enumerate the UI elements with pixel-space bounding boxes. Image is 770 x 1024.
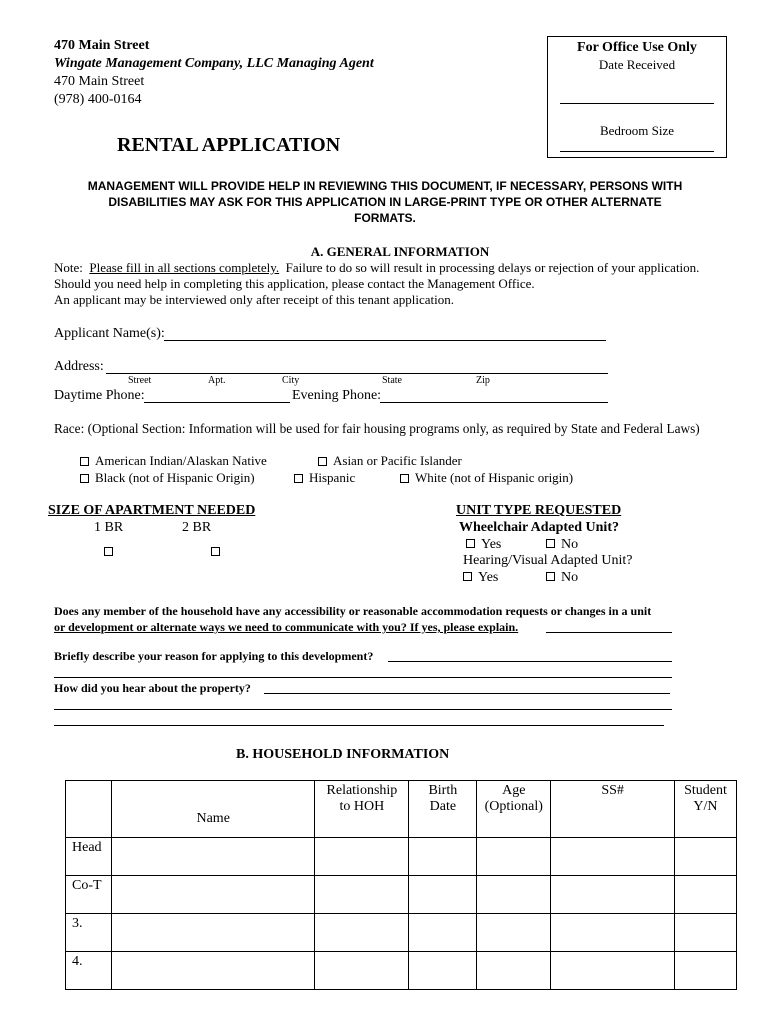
hearing-yes[interactable]: Yes	[463, 570, 498, 586]
birth-date-cell[interactable]	[409, 952, 477, 990]
table-row	[66, 914, 737, 952]
hearing-no[interactable]: No	[546, 570, 578, 586]
birth-date-cell[interactable]	[409, 876, 477, 914]
wheelchair-yes[interactable]: Yes	[466, 537, 501, 553]
header-student: Student Y/N	[674, 781, 736, 838]
hear-answer-line-3[interactable]	[54, 725, 664, 726]
wheelchair-question: Wheelchair Adapted Unit?	[459, 520, 619, 535]
checkbox[interactable]	[318, 457, 327, 466]
checkbox[interactable]	[294, 474, 303, 483]
address-street-hint: Street	[128, 375, 152, 386]
apartment-size-heading: SIZE OF APARTMENT NEEDED	[48, 503, 256, 518]
evening-phone-label: Evening Phone:	[292, 388, 382, 403]
checkbox[interactable]	[463, 572, 472, 581]
student-cell[interactable]	[674, 838, 736, 876]
table-header-row	[66, 781, 737, 838]
relationship-cell[interactable]	[315, 876, 409, 914]
daytime-phone-field[interactable]	[144, 402, 290, 403]
hear-answer-field[interactable]	[264, 693, 670, 694]
date-received-field[interactable]	[560, 103, 714, 104]
header-birth-date: Birth Date	[409, 781, 477, 838]
header-cell-blank	[66, 781, 112, 838]
race-asian[interactable]: Asian or Pacific Islander	[318, 453, 462, 469]
race-white[interactable]: White (not of Hispanic origin)	[400, 470, 573, 486]
table-row	[66, 952, 737, 990]
row-label: 3.	[66, 914, 112, 952]
ss-cell[interactable]	[551, 914, 675, 952]
page-title: RENTAL APPLICATION	[117, 134, 341, 156]
race-hispanic[interactable]: Hispanic	[294, 470, 355, 486]
hearing-question: Hearing/Visual Adapted Unit?	[463, 553, 633, 568]
name-cell[interactable]	[111, 914, 314, 952]
header-relationship: Relationship to HOH	[315, 781, 409, 838]
address-state-hint: State	[382, 375, 402, 386]
checkbox[interactable]	[80, 474, 89, 483]
address-zip-hint: Zip	[476, 375, 490, 386]
checkbox[interactable]	[546, 539, 555, 548]
reason-question: Briefly describe your reason for applying to this development?	[54, 649, 374, 663]
birth-date-cell[interactable]	[409, 838, 477, 876]
wheelchair-no[interactable]: No	[546, 537, 578, 553]
ss-cell[interactable]	[551, 838, 675, 876]
student-cell[interactable]	[674, 876, 736, 914]
race-label: Race: (Optional Section: Information will be used for fair housing programs only, as required by State and Federal Laws)	[54, 421, 700, 436]
applicant-name-label: Applicant Name(s):	[54, 326, 165, 341]
checkbox[interactable]	[466, 539, 475, 548]
notice-line-2: DISABILITIES MAY ASK FOR THIS APPLICATION IN LARGE-PRINT TYPE OR OTHER ALTERNATE	[108, 195, 662, 209]
accessibility-answer-field[interactable]	[546, 632, 672, 633]
reason-answer-line-2[interactable]	[54, 677, 672, 678]
race-black[interactable]: Black (not of Hispanic Origin)	[80, 470, 255, 486]
accessibility-question-line-2: or development or alternate ways we need to communicate with you? If yes, please explain.	[54, 620, 519, 634]
br2-checkbox[interactable]	[211, 547, 220, 556]
name-cell[interactable]	[111, 876, 314, 914]
br1-label: 1 BR	[94, 520, 124, 535]
help-text: Should you need help in completing this application, please contact the Management Office.	[54, 276, 535, 291]
address-apt-hint: Apt.	[208, 375, 226, 386]
ss-cell[interactable]	[551, 952, 675, 990]
reason-answer-field[interactable]	[388, 661, 672, 662]
interview-text: An applicant may be interviewed only after receipt of this tenant application.	[54, 292, 454, 307]
company-name: Wingate Management Company, LLC Managing Agent	[54, 56, 374, 71]
daytime-phone-label: Daytime Phone:	[54, 388, 145, 403]
header-name: Name	[111, 781, 314, 838]
note-label: Note:	[54, 260, 83, 275]
evening-phone-field[interactable]	[380, 402, 608, 403]
race-american-indian[interactable]: American Indian/Alaskan Native	[80, 453, 267, 469]
age-cell[interactable]	[477, 952, 551, 990]
row-label: Co-T	[66, 876, 112, 914]
age-cell[interactable]	[477, 914, 551, 952]
note-rest: Failure to do so will result in processing delays or rejection of your application.	[285, 260, 700, 275]
office-use-box	[547, 36, 727, 158]
age-cell[interactable]	[477, 838, 551, 876]
relationship-cell[interactable]	[315, 914, 409, 952]
notice-line-1: MANAGEMENT WILL PROVIDE HELP IN REVIEWING THIS DOCUMENT, IF NECESSARY, PERSONS WITH	[87, 179, 683, 193]
student-cell[interactable]	[674, 952, 736, 990]
br1-checkbox[interactable]	[104, 547, 113, 556]
row-label: 4.	[66, 952, 112, 990]
age-cell[interactable]	[477, 876, 551, 914]
name-cell[interactable]	[111, 952, 314, 990]
table-row	[66, 838, 737, 876]
relationship-cell[interactable]	[315, 838, 409, 876]
note-underlined: Please fill in all sections completely.	[89, 260, 280, 275]
relationship-cell[interactable]	[315, 952, 409, 990]
household-table	[65, 780, 737, 990]
name-cell[interactable]	[111, 838, 314, 876]
company-phone: (978) 400-0164	[54, 92, 142, 107]
applicant-name-field[interactable]	[164, 340, 606, 341]
row-label: Head	[66, 838, 112, 876]
header-ss: SS#	[551, 781, 675, 838]
unit-type-heading: UNIT TYPE REQUESTED	[456, 503, 622, 518]
checkbox[interactable]	[546, 572, 555, 581]
student-cell[interactable]	[674, 914, 736, 952]
notice-line-3: FORMATS.	[354, 211, 416, 225]
address-field[interactable]	[106, 373, 608, 374]
bedroom-size-field[interactable]	[560, 151, 714, 152]
hear-question: How did you hear about the property?	[54, 681, 251, 695]
accessibility-question-line-1: Does any member of the household have any accessibility or reasonable accommodation requests or changes in a unit	[54, 604, 652, 618]
date-received-label: Date Received	[598, 57, 676, 72]
hear-answer-line-2[interactable]	[54, 709, 672, 710]
table-row	[66, 876, 737, 914]
br2-label: 2 BR	[182, 520, 212, 535]
company-address-heading: 470 Main Street	[54, 38, 150, 53]
office-title: For Office Use Only	[577, 40, 697, 55]
bedroom-size-label: Bedroom Size	[599, 123, 674, 138]
general-info-heading: A. GENERAL INFORMATION	[310, 244, 490, 259]
address-label: Address:	[54, 359, 104, 374]
address-city-hint: City	[282, 375, 300, 386]
ss-cell[interactable]	[551, 876, 675, 914]
checkbox[interactable]	[80, 457, 89, 466]
household-heading: B. HOUSEHOLD INFORMATION	[236, 747, 450, 762]
checkbox[interactable]	[400, 474, 409, 483]
company-street: 470 Main Street	[54, 74, 145, 89]
birth-date-cell[interactable]	[409, 914, 477, 952]
header-age: Age (Optional)	[477, 781, 551, 838]
note-line	[54, 260, 699, 276]
